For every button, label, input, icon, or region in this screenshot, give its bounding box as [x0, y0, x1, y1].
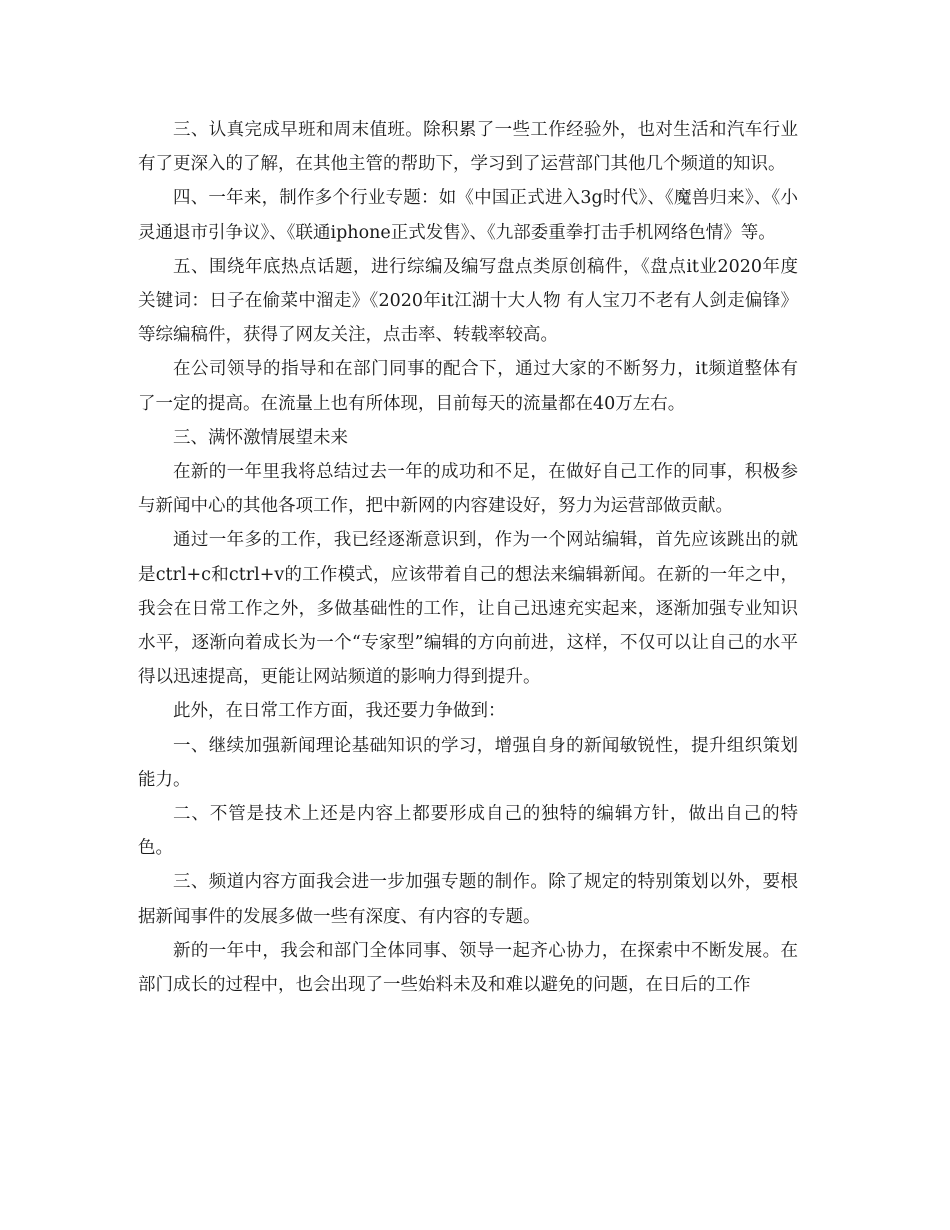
- paragraph: 一、继续加强新闻理论基础知识的学习，增强自身的新闻敏锐性，提升组织策划能力。: [138, 735, 798, 790]
- paragraph: 通过一年多的工作，我已经逐渐意识到，作为一个网站编辑，首先应该跳出的就是ctrl+c和ctrl+v的工作模式，应该带着自己的想法来编辑新闻。在新的一年之中，我会在日常工作之外，多做基础性的工作，让自己迅速充实起来，逐渐加强专业知识水平，逐渐向着成长为一个“专家型”编辑的方向前进，这样，不仅可以让自己的水平得以迅速提高，更能让网站频道的影响力得到提升。: [138, 530, 798, 688]
- paragraph: 三、认真完成早班和周末值班。除积累了一些工作经验外，也对生活和汽车行业有了更深入的了解，在其他主管的帮助下，学习到了运营部门其他几个频道的知识。: [138, 120, 798, 175]
- paragraph: 二、不管是技术上还是内容上都要形成自己的独特的编辑方针，做出自己的特色。: [138, 804, 798, 859]
- paragraph: 在新的一年里我将总结过去一年的成功和不足，在做好自己工作的同事，积极参与新闻中心的其他各项工作，把中新网的内容建设好，努力为运营部做贡献。: [138, 462, 798, 517]
- paragraph: 三、频道内容方面我会进一步加强专题的制作。除了规定的特别策划以外，要根据新闻事件的发展多做一些有深度、有内容的专题。: [138, 872, 798, 927]
- paragraph: 四、一年来，制作多个行业专题：如《中国正式进入3g时代》、《魔兽归来》、《小灵通退市引争议》、《联通iphone正式发售》、《九部委重拳打击手机网络色情》等。: [138, 188, 798, 243]
- paragraph: 此外，在日常工作方面，我还要力争做到：: [173, 701, 506, 722]
- paragraph: 在公司领导的指导和在部门同事的配合下，通过大家的不断努力，it频道整体有了一定的提高。在流量上也有所体现，目前每天的流量都在40万左右。: [138, 359, 798, 414]
- paragraph: 新的一年中，我会和部门全体同事、领导一起齐心协力，在探索中不断发展。在部门成长的过程中，也会出现了一些始料未及和难以避免的问题，在日后的工作: [138, 940, 798, 996]
- document-body: [138, 113, 798, 1002]
- section-heading: 三、满怀激情展望未来: [173, 427, 348, 448]
- paragraph: 五、围绕年底热点话题，进行综编及编写盘点类原创稿件，《盘点it业2020年度关键词：日子在偷菜中溜走》《2020年it江湖十大人物 有人宝刀不老有人剑走偏锋》等综编稿件，获得了网友关注，点击率、转载率较高。: [138, 256, 798, 346]
